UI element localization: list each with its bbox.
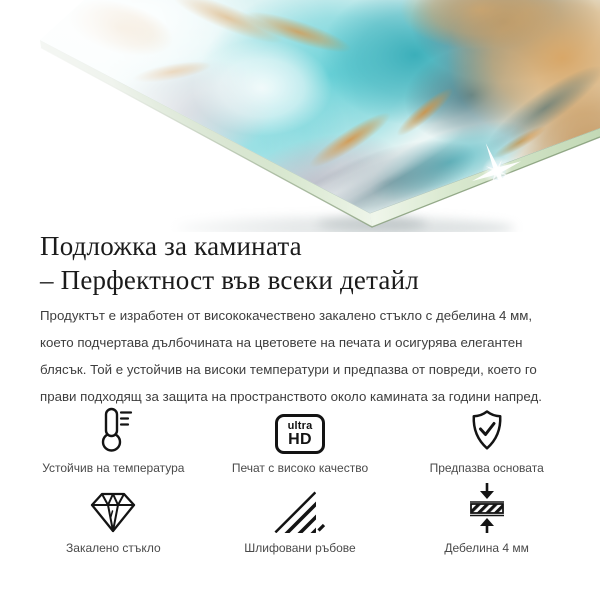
page-title	[40, 229, 419, 297]
feature-label: Печат с високо качество	[231, 461, 369, 475]
page-title-line-1: Подложка за камината	[40, 231, 302, 261]
glass-panel-illustration	[0, 0, 600, 232]
features-grid	[20, 402, 580, 555]
feature-label: Шлифовани ръбове	[244, 541, 356, 555]
polished-edges-icon	[273, 482, 327, 534]
feature-label: Предпазва основата	[429, 461, 544, 475]
thermometer-icon	[91, 402, 135, 454]
product-description: Продуктът е изработен от висококачествено закалено стъкло с дебелина 4 мм, което подчертава дълбочината на цветовете на печата и осигурява елегантен блясък. Той е устойчив на високи температури и предпазва от повреди, което го прави подходящ за защита на пространството около камината за години напред.	[40, 308, 542, 404]
product-image	[0, 0, 600, 232]
feature-temperature	[20, 402, 207, 475]
thickness-icon	[465, 482, 509, 534]
diamond-icon	[87, 482, 139, 534]
feature-label: Дебелина 4 мм	[444, 541, 529, 555]
feature-protects-base	[393, 402, 580, 475]
feature-print-quality	[207, 402, 394, 475]
feature-tempered-glass	[20, 482, 207, 555]
white-fade	[0, 0, 600, 232]
page-title-line-2: – Перфектност във всеки детайл	[40, 265, 419, 295]
feature-label: Закалено стъкло	[66, 541, 161, 555]
shield-check-icon	[463, 402, 511, 454]
feature-polished-edges	[207, 482, 394, 555]
feature-thickness	[393, 482, 580, 555]
ultra-hd-icon: ultra HD	[275, 402, 325, 454]
feature-label: Устойчив на температура	[42, 461, 185, 475]
